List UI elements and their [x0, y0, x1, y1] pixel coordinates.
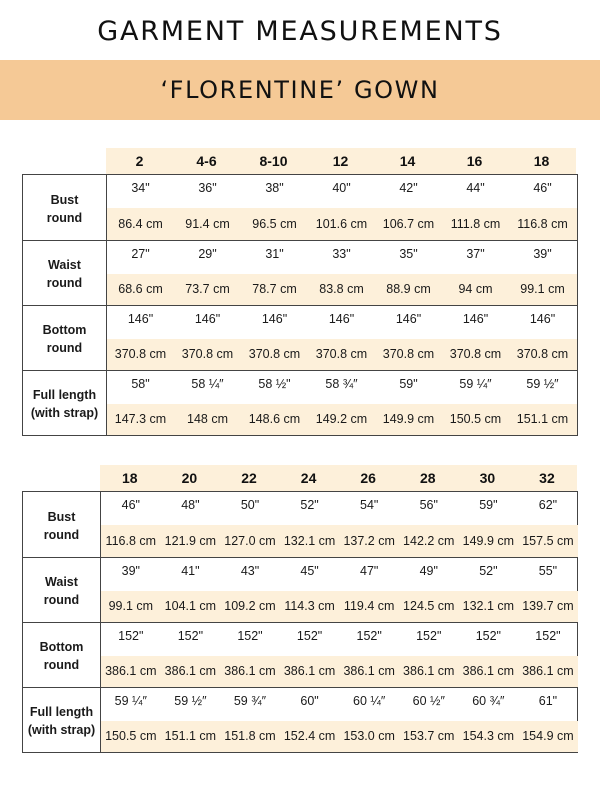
inch-value: 152": [475, 629, 501, 643]
cm-value: 127.0 cm: [224, 534, 276, 548]
measurement-group: [23, 240, 577, 305]
cm-value: 149.9 cm: [462, 534, 515, 548]
cm-value: 111.8 cm: [450, 217, 501, 231]
inches-row: [101, 492, 578, 525]
inch-value: 59 ½″: [174, 694, 207, 708]
cm-value: 386.1 cm: [522, 664, 574, 679]
inch-value: 44": [466, 181, 485, 195]
size-header-row: [22, 465, 578, 491]
inch-value: 59": [479, 498, 498, 512]
inch-value: 41": [181, 564, 200, 578]
header-corner: [22, 148, 106, 174]
cm-value: 109.2 cm: [224, 599, 276, 614]
cm-value: 370.8 cm: [516, 347, 569, 362]
cm-value: 99.1 cm: [108, 599, 154, 614]
measurement-values: [101, 558, 578, 622]
inch-value: 146": [328, 312, 355, 326]
cm-value: 149.9 cm: [382, 412, 435, 427]
inch-value: 59": [399, 377, 418, 391]
size-column-header: 16: [466, 153, 483, 169]
measurement-values: [107, 241, 577, 305]
inch-value: 33": [332, 247, 351, 261]
inch-value: 46": [533, 181, 552, 195]
cm-value: 154.9 cm: [522, 729, 574, 744]
inches-row: [101, 688, 578, 721]
size-column-header: 4-6: [196, 153, 217, 169]
inch-value: 45": [300, 564, 319, 578]
measurement-label: Waist round: [23, 241, 107, 305]
size-column-header: 20: [181, 470, 198, 486]
measurement-label: Waist round: [23, 558, 101, 622]
inch-value: 27": [131, 247, 150, 261]
measurements-body: [22, 491, 578, 753]
measurement-values: [101, 688, 578, 752]
cm-value: 104.1 cm: [164, 599, 217, 614]
inch-value: 146": [261, 312, 288, 326]
cm-value: 116.8 cm: [517, 217, 568, 231]
size-column-header: 14: [399, 153, 416, 169]
cm-value: 151.1 cm: [164, 729, 217, 744]
inch-value: 50": [240, 498, 260, 512]
measurement-label: Bottom round: [23, 306, 107, 370]
inch-value: 42": [399, 181, 418, 195]
cm-value: 386.1 cm: [105, 664, 157, 679]
inch-value: 39": [533, 247, 552, 261]
inch-value: 146": [194, 312, 221, 326]
inch-value: 59 ½″: [526, 377, 559, 391]
cm-value: 124.5 cm: [403, 599, 455, 614]
centimeters-row: [101, 525, 578, 557]
inches-row: [107, 241, 577, 274]
inches-row: [107, 175, 577, 208]
inch-value: 58": [131, 377, 150, 391]
size-column-header: 22: [241, 470, 257, 486]
centimeters-row: [101, 591, 578, 623]
inch-value: 60": [300, 694, 319, 708]
inch-value: 52": [479, 564, 498, 578]
inch-value: 54": [360, 498, 379, 512]
inch-value: 46": [121, 498, 140, 512]
inch-value: 59 ¾″: [233, 694, 267, 708]
measurement-group: [23, 492, 577, 557]
size-header-cells: [106, 148, 576, 174]
centimeters-row: [107, 274, 577, 306]
inch-value: 58 ¼″: [191, 377, 224, 391]
centimeters-row: [101, 656, 578, 688]
inch-value: 48": [181, 498, 200, 512]
size-column-header: 32: [539, 470, 555, 486]
inches-row: [107, 306, 577, 339]
cm-value: 94 cm: [458, 282, 493, 297]
cm-value: 83.8 cm: [319, 282, 364, 297]
garment-name-banner: [0, 60, 600, 120]
header-corner: [22, 465, 100, 491]
measurement-group: [23, 557, 577, 622]
size-column-header: 28: [419, 470, 436, 486]
inch-value: 35": [399, 247, 418, 261]
measurement-label: Full length (with strap): [23, 371, 107, 435]
inch-value: 55": [538, 564, 558, 578]
measurement-group: [23, 622, 577, 687]
inch-value: 49": [419, 564, 438, 578]
centimeters-row: [107, 339, 577, 371]
measurements-body: [22, 174, 578, 436]
inch-value: 152": [356, 629, 382, 643]
cm-value: 88.9 cm: [386, 282, 431, 297]
inch-value: 146": [395, 312, 422, 326]
cm-value: 151.1 cm: [516, 412, 569, 427]
cm-value: 154.3 cm: [462, 729, 515, 744]
inch-value: 146": [529, 312, 556, 326]
inch-value: 152": [118, 629, 144, 643]
size-header-row: [22, 148, 578, 174]
centimeters-row: [107, 404, 577, 436]
measurement-label: Bottom round: [23, 623, 101, 687]
cm-value: 119.4 cm: [343, 599, 395, 614]
cm-value: 101.6 cm: [315, 217, 368, 231]
inch-value: 39": [121, 564, 140, 578]
size-column-header: 8-10: [259, 153, 288, 169]
cm-value: 147.3 cm: [114, 412, 167, 427]
inch-value: 61": [538, 694, 558, 708]
cm-value: 148 cm: [187, 412, 228, 427]
measurement-values: [107, 306, 577, 370]
inch-value: 37": [466, 247, 485, 261]
measurement-label: Bust round: [23, 175, 107, 240]
cm-value: 116.8 cm: [105, 534, 157, 548]
size-column-header: 24: [300, 470, 317, 486]
cm-value: 153.7 cm: [403, 729, 455, 744]
cm-value: 132.1 cm: [462, 599, 515, 614]
cm-value: 370.8 cm: [114, 347, 167, 362]
cm-value: 386.1 cm: [224, 664, 276, 679]
inch-value: 60 ¼″: [353, 694, 386, 708]
inch-value: 43": [240, 564, 260, 578]
size-chart-table-2: [22, 465, 578, 753]
cm-value: 132.1 cm: [283, 534, 336, 548]
inches-row: [107, 371, 577, 404]
inch-value: 152": [177, 629, 204, 643]
cm-value: 142.2 cm: [403, 534, 455, 548]
cm-value: 386.1 cm: [462, 664, 515, 679]
size-column-header: 2: [135, 153, 144, 169]
size-column-header: 12: [332, 153, 349, 169]
inch-value: 29": [198, 247, 217, 261]
cm-value: 370.8 cm: [248, 347, 301, 362]
cm-value: 121.9 cm: [164, 534, 217, 548]
cm-value: 157.5 cm: [522, 534, 574, 548]
cm-value: 370.8 cm: [382, 347, 435, 362]
document-title: GARMENT MEASUREMENTS: [97, 16, 503, 47]
cm-value: 139.7 cm: [522, 599, 574, 614]
cm-value: 96.5 cm: [252, 217, 297, 231]
cm-value: 78.7 cm: [252, 282, 297, 297]
inch-value: 36": [198, 181, 217, 195]
size-column-header: 26: [360, 470, 376, 486]
cm-value: 106.7 cm: [382, 217, 435, 231]
inch-value: 52": [300, 498, 319, 512]
cm-value: 386.1 cm: [343, 664, 395, 679]
centimeters-row: [107, 208, 577, 240]
inch-value: 58 ¾″: [325, 377, 358, 391]
measurement-group: [23, 370, 577, 435]
cm-value: 150.5 cm: [449, 412, 502, 427]
inch-value: 146": [127, 312, 154, 326]
measurement-values: [101, 492, 578, 557]
cm-value: 386.1 cm: [403, 664, 455, 679]
size-header-cells: [100, 465, 577, 491]
measurement-values: [107, 175, 577, 240]
inch-value: 59 ¼″: [114, 694, 147, 708]
cm-value: 386.1 cm: [283, 664, 336, 679]
inch-value: 58 ½": [258, 377, 291, 391]
cm-value: 149.2 cm: [315, 412, 368, 427]
inch-value: 146": [462, 312, 489, 326]
cm-value: 114.3 cm: [284, 599, 335, 614]
inch-value: 59 ¼″: [459, 377, 492, 391]
inches-row: [101, 623, 578, 656]
measurement-label: Full length (with strap): [23, 688, 101, 752]
cm-value: 386.1 cm: [164, 664, 217, 679]
cm-value: 68.6 cm: [118, 282, 163, 297]
centimeters-row: [101, 721, 578, 753]
cm-value: 148.6 cm: [248, 412, 301, 427]
inch-value: 47": [360, 564, 379, 578]
garment-name: ‘FLORENTINE’ GOWN: [160, 76, 440, 104]
inch-value: 62": [538, 498, 558, 512]
cm-value: 370.8 cm: [181, 347, 234, 362]
inch-value: 31": [265, 247, 284, 261]
cm-value: 152.4 cm: [283, 729, 336, 744]
inch-value: 40": [332, 181, 351, 195]
size-chart-table-1: [22, 148, 578, 436]
size-column-header: 18: [122, 470, 138, 486]
measurement-group: [23, 305, 577, 370]
measurement-label: Bust round: [23, 492, 101, 557]
inch-value: 152": [416, 629, 442, 643]
cm-value: 370.8 cm: [315, 347, 368, 362]
inch-value: 60 ¾″: [472, 694, 505, 708]
cm-value: 370.8 cm: [449, 347, 502, 362]
cm-value: 137.2 cm: [343, 534, 395, 548]
inch-value: 152": [237, 629, 263, 643]
cm-value: 153.0 cm: [343, 729, 395, 744]
cm-value: 99.1 cm: [520, 282, 565, 297]
measurement-group: [23, 687, 577, 752]
inch-value: 38": [265, 181, 284, 195]
measurement-group: [23, 175, 577, 240]
inch-value: 152": [535, 629, 561, 643]
inch-value: 152": [296, 629, 323, 643]
inch-value: 60 ½″: [412, 694, 445, 708]
inch-value: 56": [419, 498, 438, 512]
measurement-values: [101, 623, 578, 687]
inch-value: 34": [131, 181, 150, 195]
inches-row: [101, 558, 578, 591]
cm-value: 91.4 cm: [185, 217, 230, 231]
measurement-values: [107, 371, 577, 435]
cm-value: 86.4 cm: [118, 217, 163, 231]
cm-value: 150.5 cm: [105, 729, 157, 744]
size-column-header: 30: [479, 470, 496, 486]
size-column-header: 18: [533, 153, 550, 169]
cm-value: 73.7 cm: [185, 282, 230, 297]
cm-value: 151.8 cm: [224, 729, 276, 744]
